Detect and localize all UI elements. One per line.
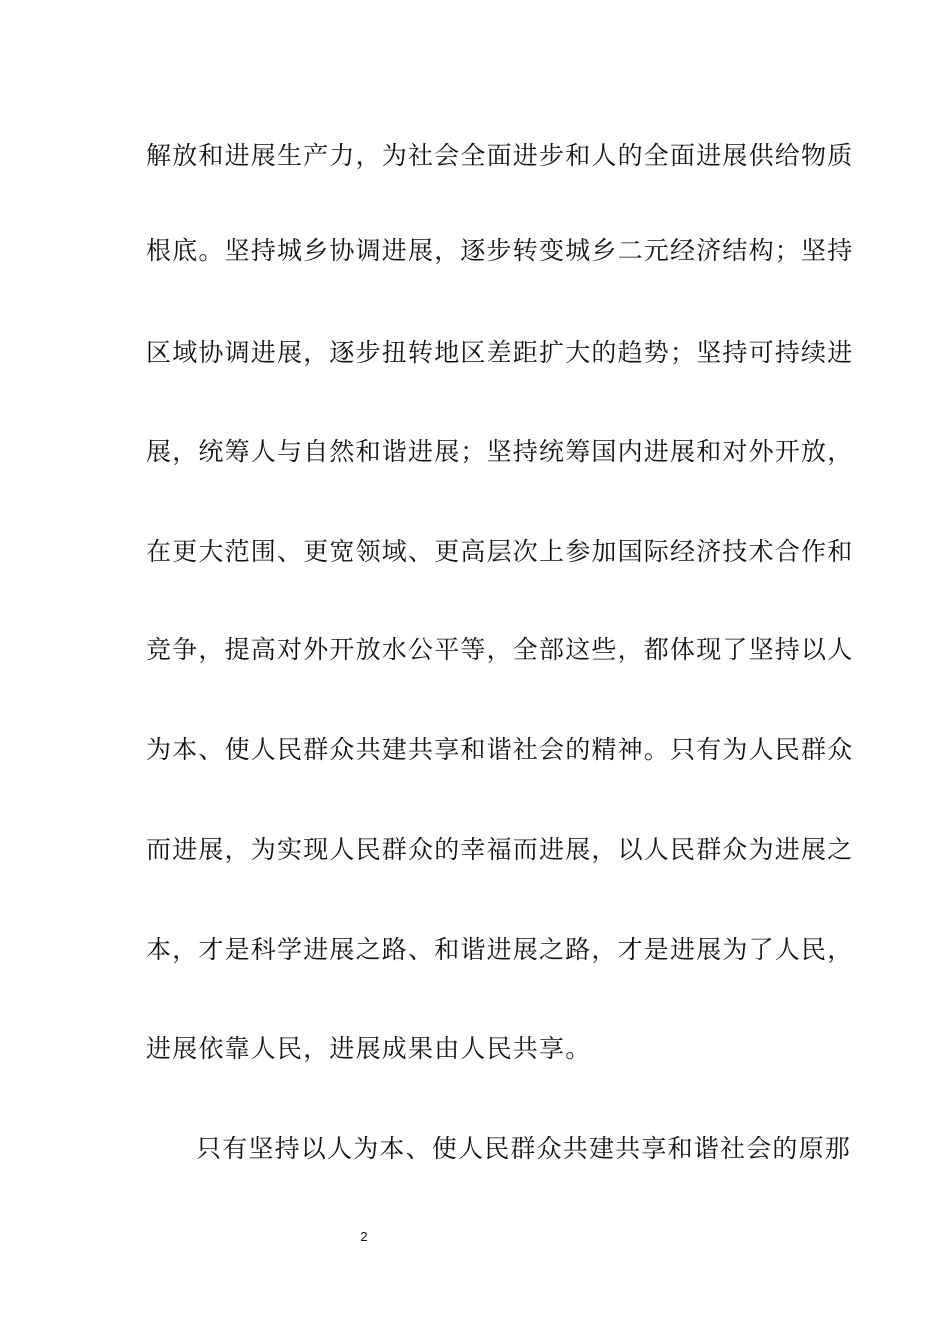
text-line: 解放和进展生产力，为社会全面进步和人的全面进展供给物质 [146,141,854,170]
text-line: 竞争，提高对外开放水公平等，全部这些，都体现了坚持以人 [146,635,854,664]
text-line: 根底。坚持城乡协调进展，逐步转变城乡二元经济结构；坚持 [146,236,854,265]
text-line: 在更大范围、更宽领域、更高层次上参加国际经济技术合作和 [146,537,854,566]
text-line: 展，统筹人与自然和谐进展；坚持统筹国内进展和对外开放， [146,437,854,466]
text-line: 区域协调进展，逐步扭转地区差距扩大的趋势；坚持可持续进 [146,338,854,367]
text-line: 为本、使人民群众共建共享和谐社会的精神。只有为人民群众 [146,735,854,764]
paragraph-start-line: 只有坚持以人为本、使人民群众共建共享和谐社会的原那 [196,1134,852,1163]
text-line: 而进展，为实现人民群众的幸福而进展，以人民群众为进展之 [146,835,854,864]
page-number: 2 [360,1229,368,1244]
text-line: 本，才是科学进展之路、和谐进展之路，才是进展为了人民， [146,935,854,964]
text-line: 进展依靠人民，进展成果由人民共享。 [146,1034,592,1063]
